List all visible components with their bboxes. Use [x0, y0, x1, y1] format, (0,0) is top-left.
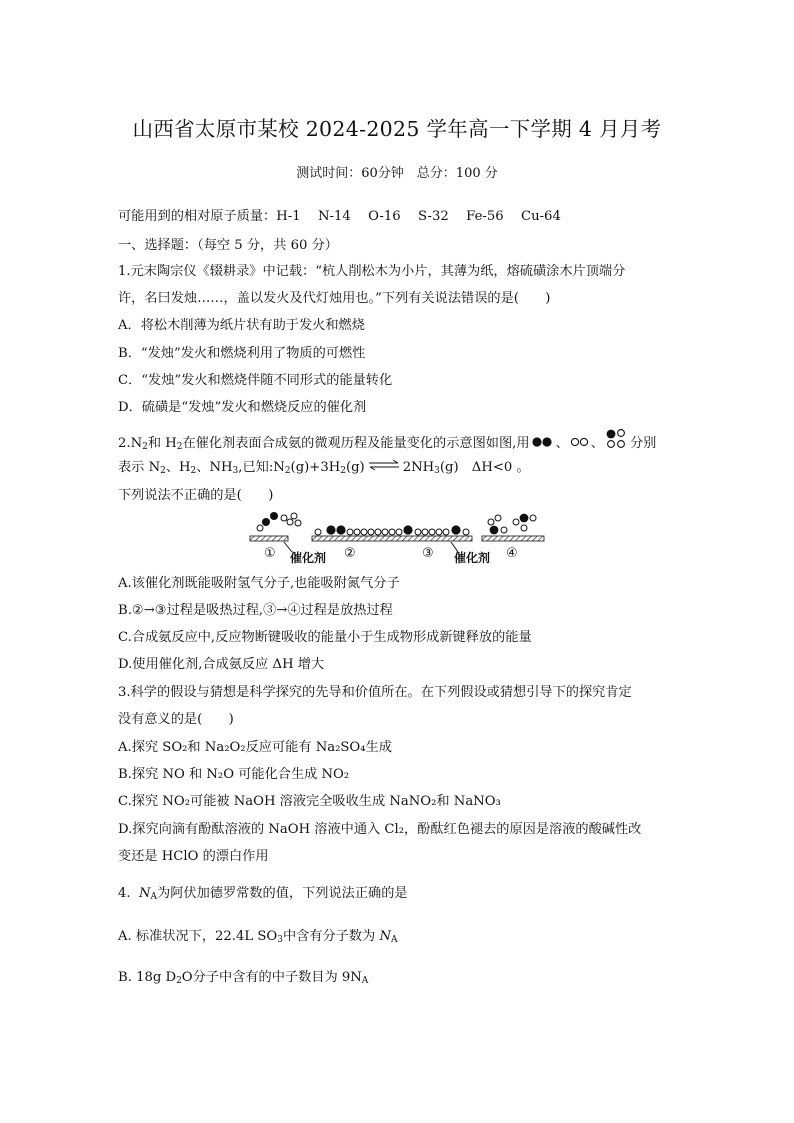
catalyst-surface-1 [250, 536, 288, 541]
q2-question: 下列说法不正确的是( ) [118, 488, 274, 503]
stage-label-3: ③ [422, 546, 434, 561]
atomic-masses: 可能用到的相对原子质量：H-1 N-14 O-16 S-32 Fe-56 Cu-64 [118, 209, 561, 224]
ammonia-synthesis-figure [248, 508, 548, 568]
q3-option-d-line1: D.探究向滴有酚酞溶液的 NaOH 溶液中通入 Cl₂，酚酞红色褪去的原因是溶液的酸碱性改 [118, 822, 642, 837]
q4-option-b: B. 18g $D_2O$分子中含有的中子数目为 $9N_A$ [118, 970, 369, 986]
q1-stem-line1: 1.元末陶宗仪《辍耕录》中记载：“杭人削松木为小片，其薄为纸，熔硫磺涂木片顶端分 [118, 264, 626, 279]
catalyst-label-1: 催化剂 [290, 551, 327, 565]
q2-stem-line2: 表示 $N_2$、$H_2$、$NH_3$,已知$:N_2(g)+3H_2(g)$ $2NH_3(g)$ ΔH<0 。 [118, 460, 530, 476]
q2-option-a: A.该催化剂既能吸附氢气分子,也能吸附氮气分子 [118, 576, 400, 591]
q1-option-a: A．将松木削薄为纸片状有助于发火和燃烧 [118, 318, 365, 333]
q2-stem-line1: $2.N_2$和 $H_2$在催化剂表面合成氨的微观历程及能量变化的示意图如图,用 、 、 分别 [118, 428, 656, 452]
hydrogen-molecule-icon [569, 436, 591, 448]
q3-option-a: A.探究 SO₂和 Na₂O₂反应可能有 Na₂SO₄生成 [118, 740, 392, 755]
q3-option-d-line2: 变还是 HClO 的漂白作用 [118, 849, 269, 864]
stage4-ammonia [488, 514, 536, 535]
equilibrium-arrow-icon [367, 459, 401, 471]
q4-option-a: A. 标准状况下，22.4L $SO_3$中含有分子数为 $N_A$ [118, 929, 398, 945]
section-heading: 一、选择题：（每空 5 分，共 60 分） [118, 238, 338, 253]
catalyst-surface-2 [312, 536, 472, 541]
q1-option-b: B．“发烛”发火和燃烧利用了物质的可燃性 [118, 346, 366, 361]
catalyst-surface-3 [482, 536, 544, 541]
q2-option-c: C.合成氨反应中,反应物断键吸收的能量小于生成物形成新键释放的能量 [118, 630, 532, 645]
stage-label-2: ② [344, 546, 356, 561]
exam-meta: 测试时间：60分钟 总分：100 分 [296, 166, 498, 181]
q2-option-d: D.使用催化剂,合成氨反应 ΔH 增大 [118, 657, 325, 672]
page-title: 山西省太原市某校 2024-2025 学年高一下学期 4 月月考 [132, 117, 662, 141]
stage-label-4: ④ [506, 546, 518, 561]
ammonia-molecule-icon [604, 428, 630, 450]
stage1-molecules [257, 512, 301, 531]
q2-option-b: B.②→③过程是吸热过程,③→④过程是放热过程 [118, 603, 393, 618]
nitrogen-molecule-icon [530, 436, 556, 448]
q1-option-d: D．硫磺是“发烛”发火和燃烧反应的催化剂 [118, 400, 367, 415]
catalyst-label-2: 催化剂 [454, 551, 491, 565]
stage-label-1: ① [264, 546, 276, 561]
q1-stem-line2: 许，名曰发烛……，盖以发火及代灯烛用也。”下列有关说法错误的是( ) [118, 291, 551, 306]
q3-stem-line2: 没有意义的是( ) [118, 712, 234, 727]
q1-option-c: C．“发烛”发火和燃烧伴随不同形式的能量转化 [118, 373, 393, 388]
q4-stem: 4. $N_A$为阿伏加德罗常数的值，下列说法正确的是 [118, 886, 408, 902]
q3-stem-line1: 3.科学的假设与猜想是科学探究的先导和价值所在。在下列假设或猜想引导下的探究肯定 [118, 685, 632, 700]
q3-option-b: B.探究 NO 和 N₂O 可能化合生成 NO₂ [118, 767, 350, 782]
stage23-adsorbed [315, 525, 469, 535]
q3-option-c: C.探究 NO₂可能被 NaOH 溶液完全吸收生成 NaNO₂和 NaNO₃ [118, 794, 501, 809]
